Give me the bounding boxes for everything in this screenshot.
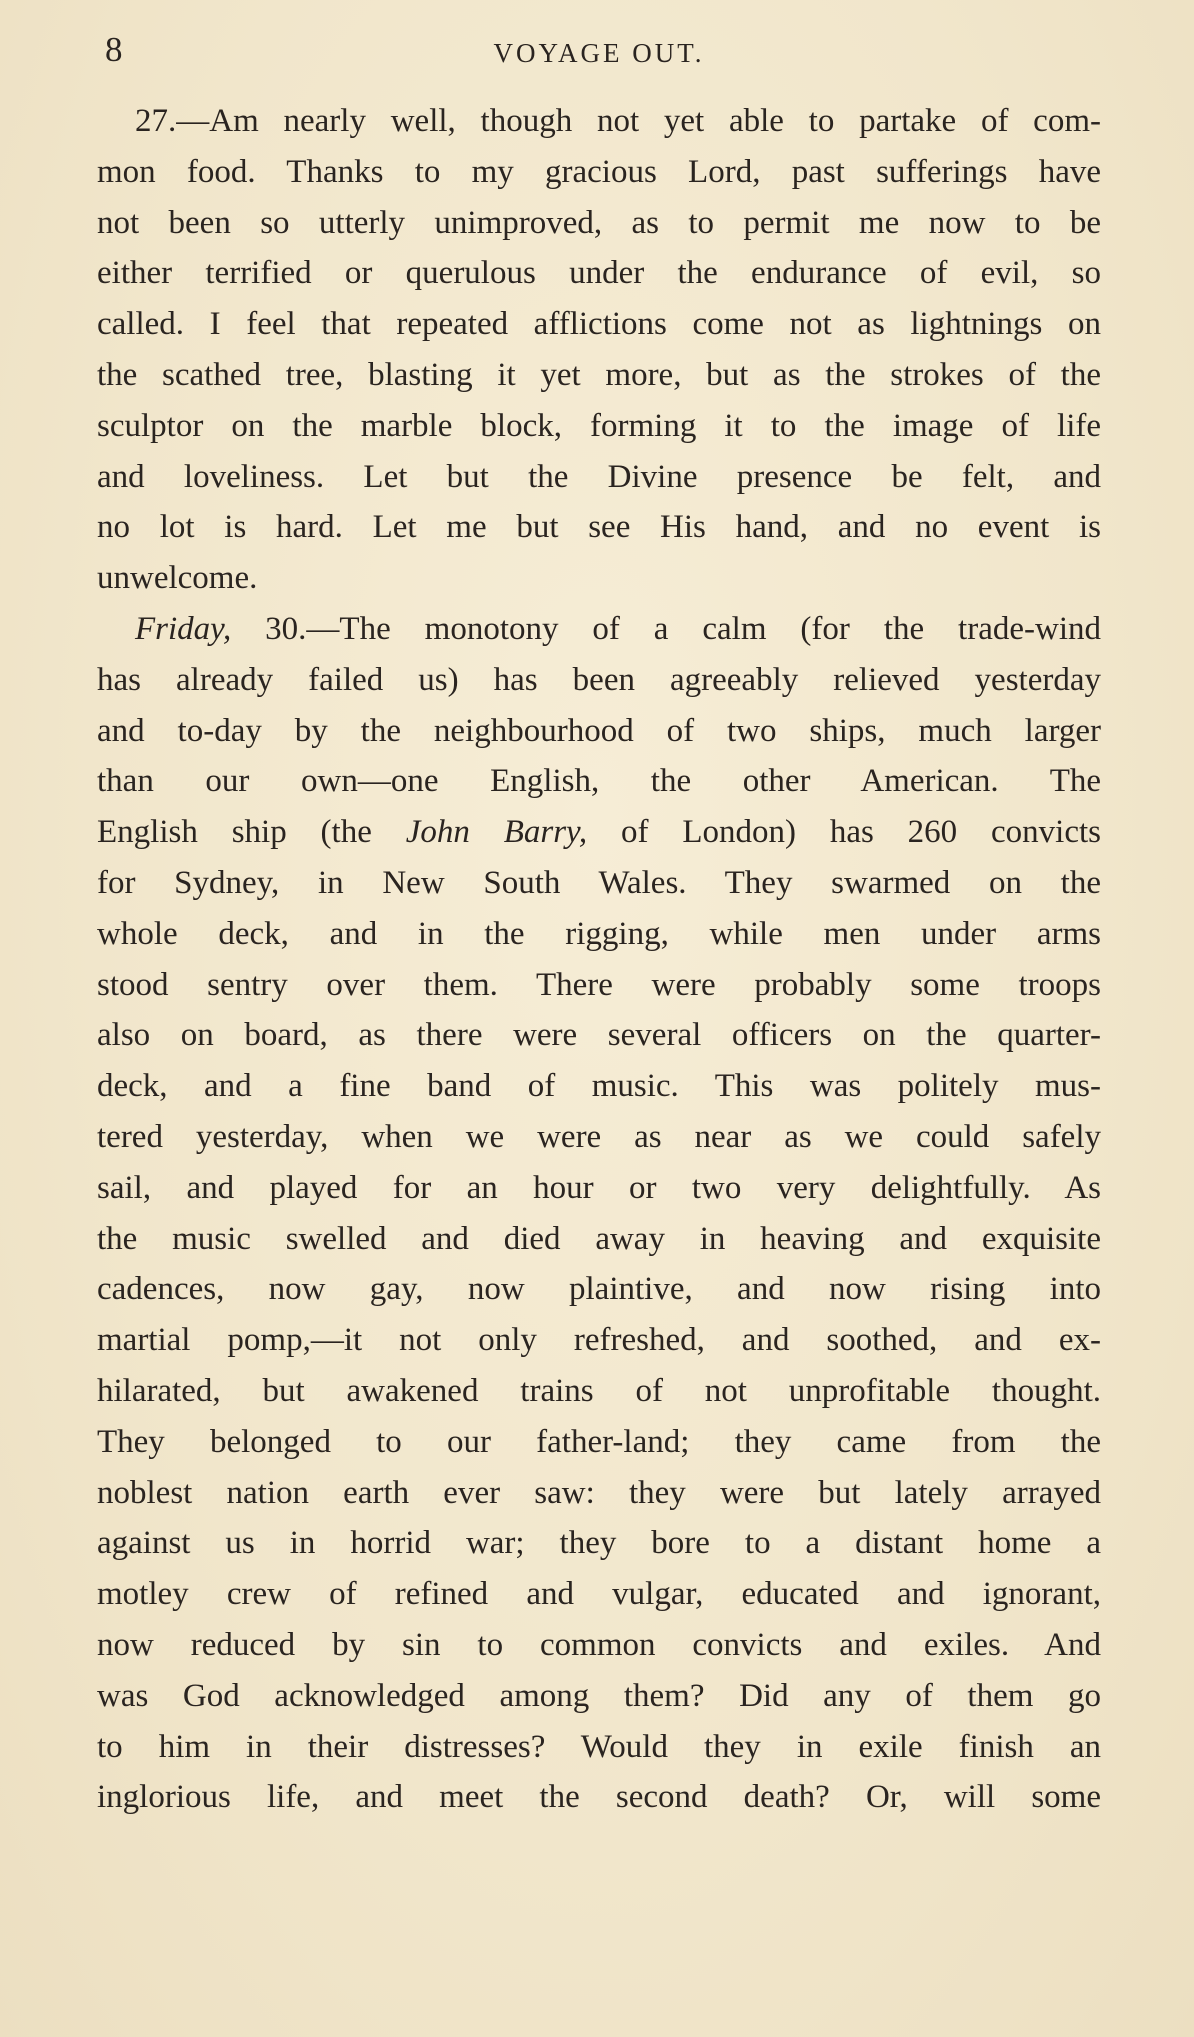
text-line: mon food. Thanks to my gracious Lord, past sufferings have [97,153,1101,190]
text-line: cadences, now gay, now plaintive, and now rising into [97,1271,1101,1308]
text-line: was God acknowledged among them? Did any of them go [97,1677,1101,1714]
text-line [97,807,1101,858]
text-line: unwelcome. [97,560,258,597]
text-line: and loveliness. Let but the Divine presence be felt, and [97,458,1101,495]
text-line: stood sentry over them. There were probably some troops [97,966,1101,1003]
paragraph-1 [97,96,1101,604]
text-line [97,604,1101,655]
text-line: They belonged to our father-land; they came from the [97,1423,1101,1460]
text-line: to him in their distresses? Would they in exile finish an [97,1728,1101,1765]
text-line: inglorious life, and meet the second death? Or, will some [97,1779,1101,1816]
text-line: sail, and played for an hour or two very delightfully. As [97,1169,1101,1206]
text-line: hilarated, but awakened trains of not unprofitable thought. [97,1372,1101,1409]
text-line: noblest nation earth ever saw: they were but lately arrayed [97,1474,1101,1511]
ship-name: John Barry, [405,814,588,851]
text-line: either terrified or querulous under the endurance of evil, so [97,255,1101,292]
day-label: Friday, [135,610,232,647]
text-segment: 30.—The monotony of a calm (for the trade-wind [231,610,1101,647]
text-line: sculptor on the marble block, forming it to the image of life [97,407,1101,444]
text-line: deck, and a fine band of music. This was politely mus- [97,1068,1101,1105]
running-head: VOYAGE OUT. [493,38,705,68]
text-line: has already failed us) has been agreeably relieved yesterday [97,661,1101,698]
page-header [97,22,1101,80]
text-line: motley crew of refined and vulgar, educated and ignorant, [97,1576,1101,1613]
text-line: called. I feel that repeated afflictions come not as lightnings on [97,306,1101,343]
text-line: for Sydney, in New South Wales. They swarmed on the [97,864,1101,901]
paragraph-2 [97,604,1101,1823]
text-line: and to-day by the neighbourhood of two ships, much larger [97,712,1101,749]
text-line: the music swelled and died away in heaving and exquisite [97,1220,1101,1257]
text-line: against us in horrid war; they bore to a distant home a [97,1525,1101,1562]
text-line: not been so utterly unimproved, as to permit me now to be [97,204,1101,241]
text-segment: of London) has 260 convicts [587,814,1101,851]
text-line: the scathed tree, blasting it yet more, but as the strokes of the [97,356,1101,393]
text-line: also on board, as there were several officers on the quarter- [97,1017,1101,1054]
text-line: 27.—Am nearly well, though not yet able to partake of com- [135,103,1101,139]
text-line: whole deck, and in the rigging, while men under arms [97,915,1101,952]
text-line: martial pomp,—it not only refreshed, and soothed, and ex- [97,1322,1101,1359]
text-segment: English ship (the [97,814,406,851]
text-line: than our own—one English, the other American. The [97,763,1101,800]
text-line: no lot is hard. Let me but see His hand, and no event is [97,509,1101,546]
page-number: 8 [105,30,123,69]
book-page [97,22,1101,1823]
text-line: now reduced by sin to common convicts and exiles. And [97,1626,1101,1663]
text-line: tered yesterday, when we were as near as we could safely [97,1118,1101,1155]
body-text [97,96,1101,1823]
